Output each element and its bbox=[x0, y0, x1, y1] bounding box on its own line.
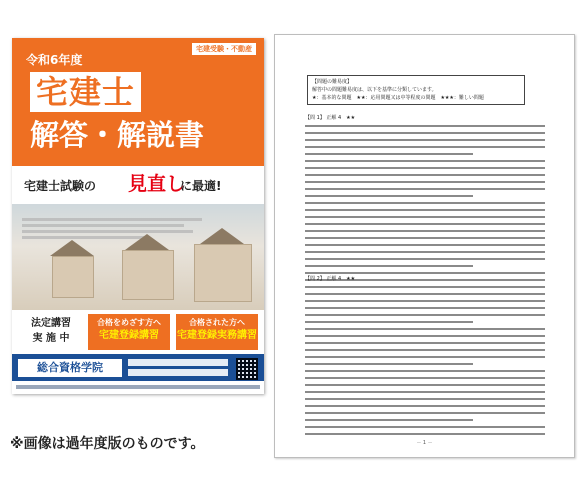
school-logo: 総合資格学院 bbox=[18, 359, 122, 377]
question-2-header: 【問 2】 正解 4 ★★ bbox=[305, 276, 356, 282]
cover-year: 令和6年度 bbox=[26, 53, 83, 67]
question-2-body bbox=[305, 286, 545, 440]
booklet-cover bbox=[12, 38, 264, 394]
image-caption: ※画像は過年度版のものです。 bbox=[10, 436, 205, 452]
house-image bbox=[122, 250, 174, 300]
course-box-practice: 合格された方へ 宅建登録実務講習 bbox=[176, 314, 258, 350]
cover-course-info bbox=[12, 310, 264, 354]
qr-code-icon bbox=[236, 358, 258, 380]
house-roof bbox=[200, 228, 244, 244]
slogan-part2: 見直し bbox=[128, 173, 186, 195]
cover-tag: 宅建受験・不動産 bbox=[192, 43, 256, 55]
slogan-part1: 宅建士試験の bbox=[24, 179, 97, 193]
footer-strip bbox=[12, 381, 264, 394]
footer-contact-line bbox=[128, 369, 228, 376]
question-1-header: 【問 1】 正解 4 ★★ bbox=[305, 115, 356, 121]
difficulty-legend: 【問題の難易度】 解答中の問題難易度は、以下を基準に分類しています。 ★：基本的な問題 ★★：応用問題又は中等程度の問題 ★★★：難しい問題 bbox=[307, 75, 525, 105]
house-image bbox=[52, 256, 94, 298]
course-box-registration: 合格をめざす方へ 宅建登録講習 bbox=[88, 314, 170, 350]
question-1-body bbox=[305, 125, 545, 293]
cover-slogan bbox=[12, 166, 264, 204]
cover-title-sub: 解答・解説書 bbox=[30, 118, 205, 152]
page-number: － 1 － bbox=[416, 440, 433, 446]
house-roof bbox=[50, 240, 94, 256]
house-roof bbox=[125, 234, 169, 250]
cover-house-photo bbox=[12, 204, 264, 310]
house-image bbox=[194, 244, 252, 302]
cover-footer bbox=[12, 354, 264, 394]
answer-page bbox=[274, 34, 575, 458]
slogan-part3: に最適! bbox=[180, 179, 222, 193]
cover-notes bbox=[22, 218, 202, 242]
cover-header bbox=[12, 38, 264, 204]
course-notice: 法定講習 実 施 中 bbox=[31, 318, 71, 344]
footer-contact-line bbox=[128, 359, 228, 366]
cover-title-main: 宅建士 bbox=[30, 72, 141, 112]
